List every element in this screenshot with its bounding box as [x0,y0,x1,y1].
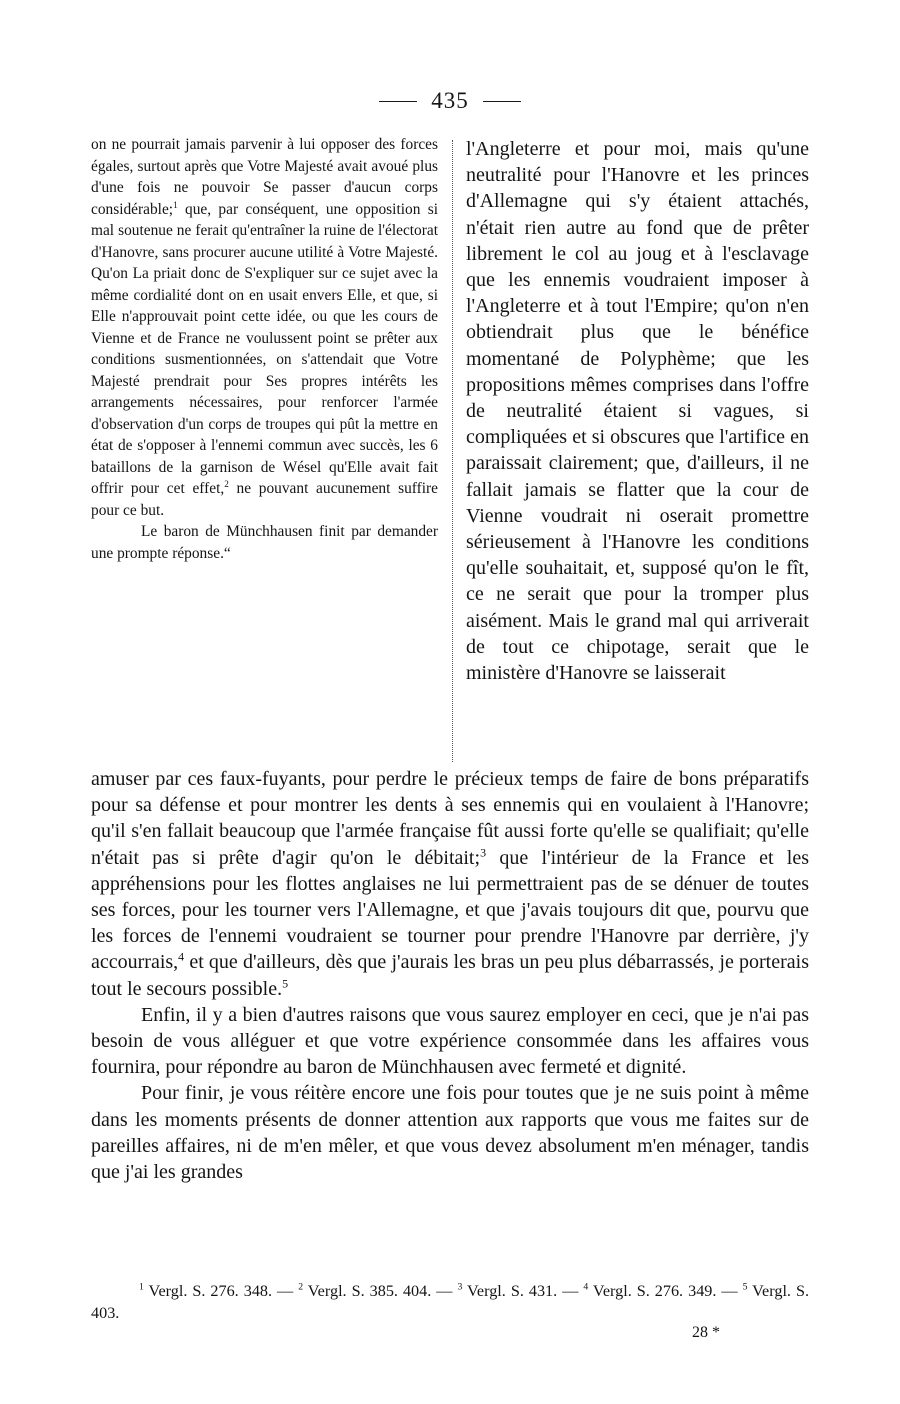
left-column [91,134,438,564]
footnote-text: Vergl. S. 276. 349. — [588,1282,743,1300]
text-run: ne pouvant aucunement suffire pour ce but. [91,480,438,519]
footnote-number: 1 [139,1281,144,1293]
footnote-number: 4 [583,1281,589,1293]
full-paragraph-2: Enfin, il y a bien d'autres raisons que vous saurez employer en ceci, que je n'ai pas besoin de vous alléguer et que votre expérience consommée dans les affaires vous fournira, pour répondre au baron de Münchhausen avec fermeté et dignité. [91,1003,809,1079]
footnote-ref-3: 3 [480,844,487,859]
main-text [91,766,809,1185]
footnote-text: Vergl. S. 385. 404. — [303,1282,458,1300]
signature-mark: 28 * [692,1324,720,1341]
footnote-ref-1: 1 [173,199,178,210]
footnote-line [91,1280,809,1324]
page-number: 435 [431,88,469,113]
footnote-ref-5: 5 [282,975,289,990]
text-run: amuser par ces faux-fuyants, pour perdre le précieux temps de faire de bons préparatifs pour sa défense et pour montrer les dents à ses ennemis qui en voulaient à l'Hanovre; qu'il s'en fallait beaucoup que l'armée française fût aussi forte qu'elle se qualifiait; qu'elle n'était pas si prête d'agir qu'on le débitait; [91,768,809,869]
full-paragraph-1 [91,766,809,1002]
full-paragraph-3: Pour finir, je vous réitère encore une fois pour toutes que je ne suis point à même dans les moments présents de donner attention aux rapports que vous me faites sur de pareilles affaires, ni de m'en mêler, et que vous devez absolument m'en ménager, tandis que j'ai les grandes [91,1082,809,1184]
text-run: que l'intérieur de la France et les appréhensions pour les flottes anglaises ne lui permettraient pas de se dénuer de toutes ses forces, pour les tourner vers l'Allemagne, et que j'avais toujours dit que, pourvu que les forces de l'ennemi voudraient se tourner pour prendre l'Hanovre par derrière, j'y accourrais, [91,846,810,974]
footnote-ref-2: 2 [224,478,229,489]
footnote-text: Vergl. S. 403. [91,1282,810,1322]
column-divider [452,140,453,762]
left-paragraph-2: Le baron de Münchhausen finit par demander une prompte réponse.“ [91,523,438,562]
footnote-number: 3 [457,1281,463,1293]
left-paragraph-1 [91,134,438,521]
text-run: et que d'ailleurs, dès que j'aurais les bras un peu plus débarrassés, je porterais tout le secours possible. [91,951,809,1000]
header-rule-right [483,101,521,102]
footnote-number: 5 [742,1281,748,1293]
footnote-number: 2 [298,1281,304,1293]
footnote-ref-4: 4 [178,949,185,964]
page-header [0,88,900,114]
header-rule-left [379,101,417,102]
text-run: que, par conséquent, une opposition si mal soutenue ne ferait qu'entraîner la ruine de l'électorat d'Hanovre, sans procurer aucune utilité à Votre Majesté. Qu'on La priait donc de S'expliquer sur ce sujet avec la même cordialité dont on en usait envers Elle, et que, si Elle n'approuvait point cette idée, ou que les cours de Vienne et de France ne voulussent point se prêter aux conditions susmentionnées, on s'attendait que Votre Majesté prendrait pour Ses propres intérêts les arrangements nécessaires, pour renforcer l'armée d'observation d'un corps de troupes qui pût la mettre en état de s'opposer à l'ennemi commun avec succès, les 6 bataillons de la garnison de Wésel qu'Elle avait fait offrir pour cet effet, [91,200,438,497]
footnotes [91,1280,809,1324]
right-paragraph: l'Angleterre et pour moi, mais qu'une neutralité pour l'Hanovre et les princes d'Allemagne qui s'y étaient attachés, n'était rien autre au fond que de prêter librement le col au joug et à l'esclavage que les ennemis voudraient imposer à l'Angleterre et à tout l'Empire; qu'on n'en obtiendrait plus que le bénéfice momentané de Polyphème; que les propositions mêmes comprises dans l'offre de neutralité étaient si vagues, si compliquées et si obscures que l'artifice en paraissait clairement; que, d'ailleurs, il ne fallait jamais se flatter que la cour de Vienne voudrait ni oserait promettre sérieusement à l'Hanovre les conditions qu'elle souhaitait, et, supposé qu'on le fît, ce ne serait que pour la tromper plus aisément. Mais le grand mal qui arriverait de tout ce chipotage, serait que le ministère d'Hanovre se laisserait [466,138,809,685]
right-column [466,136,809,686]
text-run: on ne pourrait jamais parvenir à lui opposer des forces égales, surtout après que Votre Majesté avait avoué plus d'une fois ne pouvoir Se passer d'aucun corps considérable; [91,136,438,218]
footnote-text: Vergl. S. 276. 348. — [143,1282,299,1300]
footnote-text: Vergl. S. 431. — [462,1282,584,1300]
